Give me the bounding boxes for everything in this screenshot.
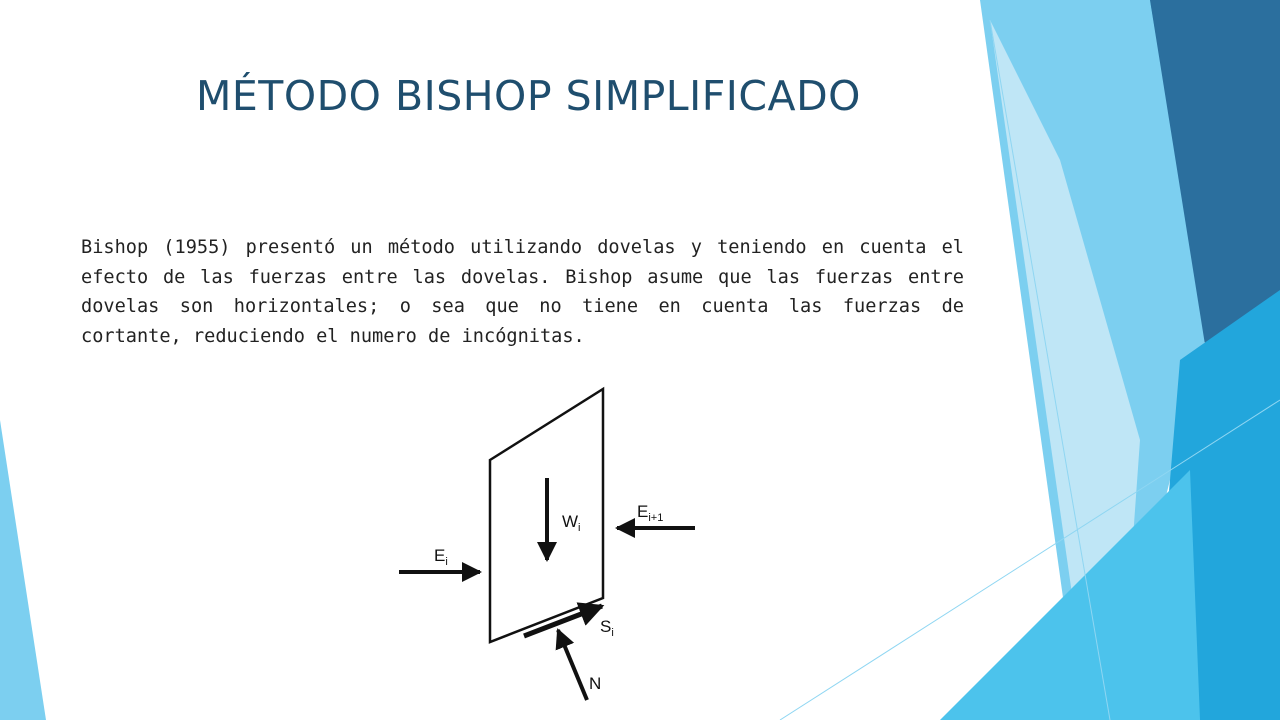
normal-force-label: N (589, 674, 602, 693)
slide-body-text: Bishop (1955) presentó un método utilizando dovelas y teniendo en cuenta el efecto de las fuerzas entre las dovelas. Bishop asume que las fuerzas entre dovelas son horizontales; o sea que no tiene en cuenta las fuerzas de cortante, reduciendo el numero de incógnitas. (81, 237, 964, 347)
left-accent-shape (0, 420, 46, 720)
shear-label: $S_i$ (600, 617, 614, 639)
shear-arrow (524, 606, 602, 636)
weight-label: $W_i$ (562, 512, 581, 534)
left-force-label: $E_i$ (434, 546, 448, 568)
slide-title: MÉTODO BISHOP SIMPLIFICADO (196, 72, 861, 120)
normal-force-arrow (558, 630, 587, 700)
slice-force-diagram (380, 380, 720, 710)
right-force-label: $E_{i+1}$ (637, 502, 664, 524)
